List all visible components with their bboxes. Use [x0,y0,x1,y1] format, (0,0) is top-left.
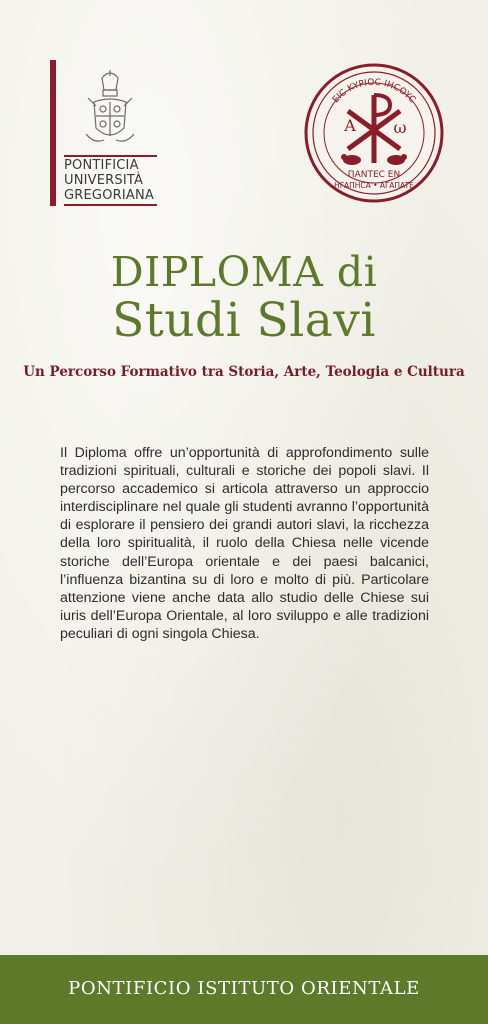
seal-bottom-line-2: HΓAΠHCA • AΓAΠATE [334,181,414,190]
diploma-title: DIPLOMA di [110,248,378,296]
university-name-line-2: UNIVERSITÀ [64,173,144,188]
university-name [64,154,157,207]
seal-alpha: A [344,116,356,135]
description-paragraph: Il Diploma offre un’opportunità di approfondimento sulle tradizioni spirituali, culturali e storiche dei popoli slavi. Il percorso accademico si articola attraverso un approccio interdisciplinare nel quale gli studenti avranno l’opportunità di esplorare il pensiero dei grandi autori slavi, la ricchezza della loro spiritualità, il ruolo della Chiesa nelle vicende storiche dell’Europa orientale e dei paesi balcanici, l’influenza bizantina su di loro e molto di più. Particolare attenzione viene anche data allo studio delle Chiese sui iuris dell’Europa Orientale, al loro sviluppo e alle tradizioni peculiari di ogni singola Chiesa. [60,445,429,642]
studies-title: Studi Slavi [112,293,376,348]
seal-top-text: EIC KYPIOC IHCOYC [330,77,417,106]
footer-banner [0,955,488,1024]
institute-seal-icon [304,63,444,203]
subtitle: Un Percorso Formativo tra Storia, Arte, Teologia e Cultura [23,364,465,380]
university-name-rule-bottom [64,204,157,206]
university-name-rule-top [64,155,157,157]
footer-institute-name: PONTIFICIO ISTITUTO ORIENTALE [68,978,420,999]
seal-bottom-line-1: ΠANTEC EN [347,170,401,180]
university-logo-bar [50,60,56,206]
papal-crest-icon [80,68,140,152]
university-name-line-3: GREGORIANA [64,188,155,203]
seal-omega: ω [393,118,407,137]
university-name-line-1: PONTIFICIA [64,158,139,173]
